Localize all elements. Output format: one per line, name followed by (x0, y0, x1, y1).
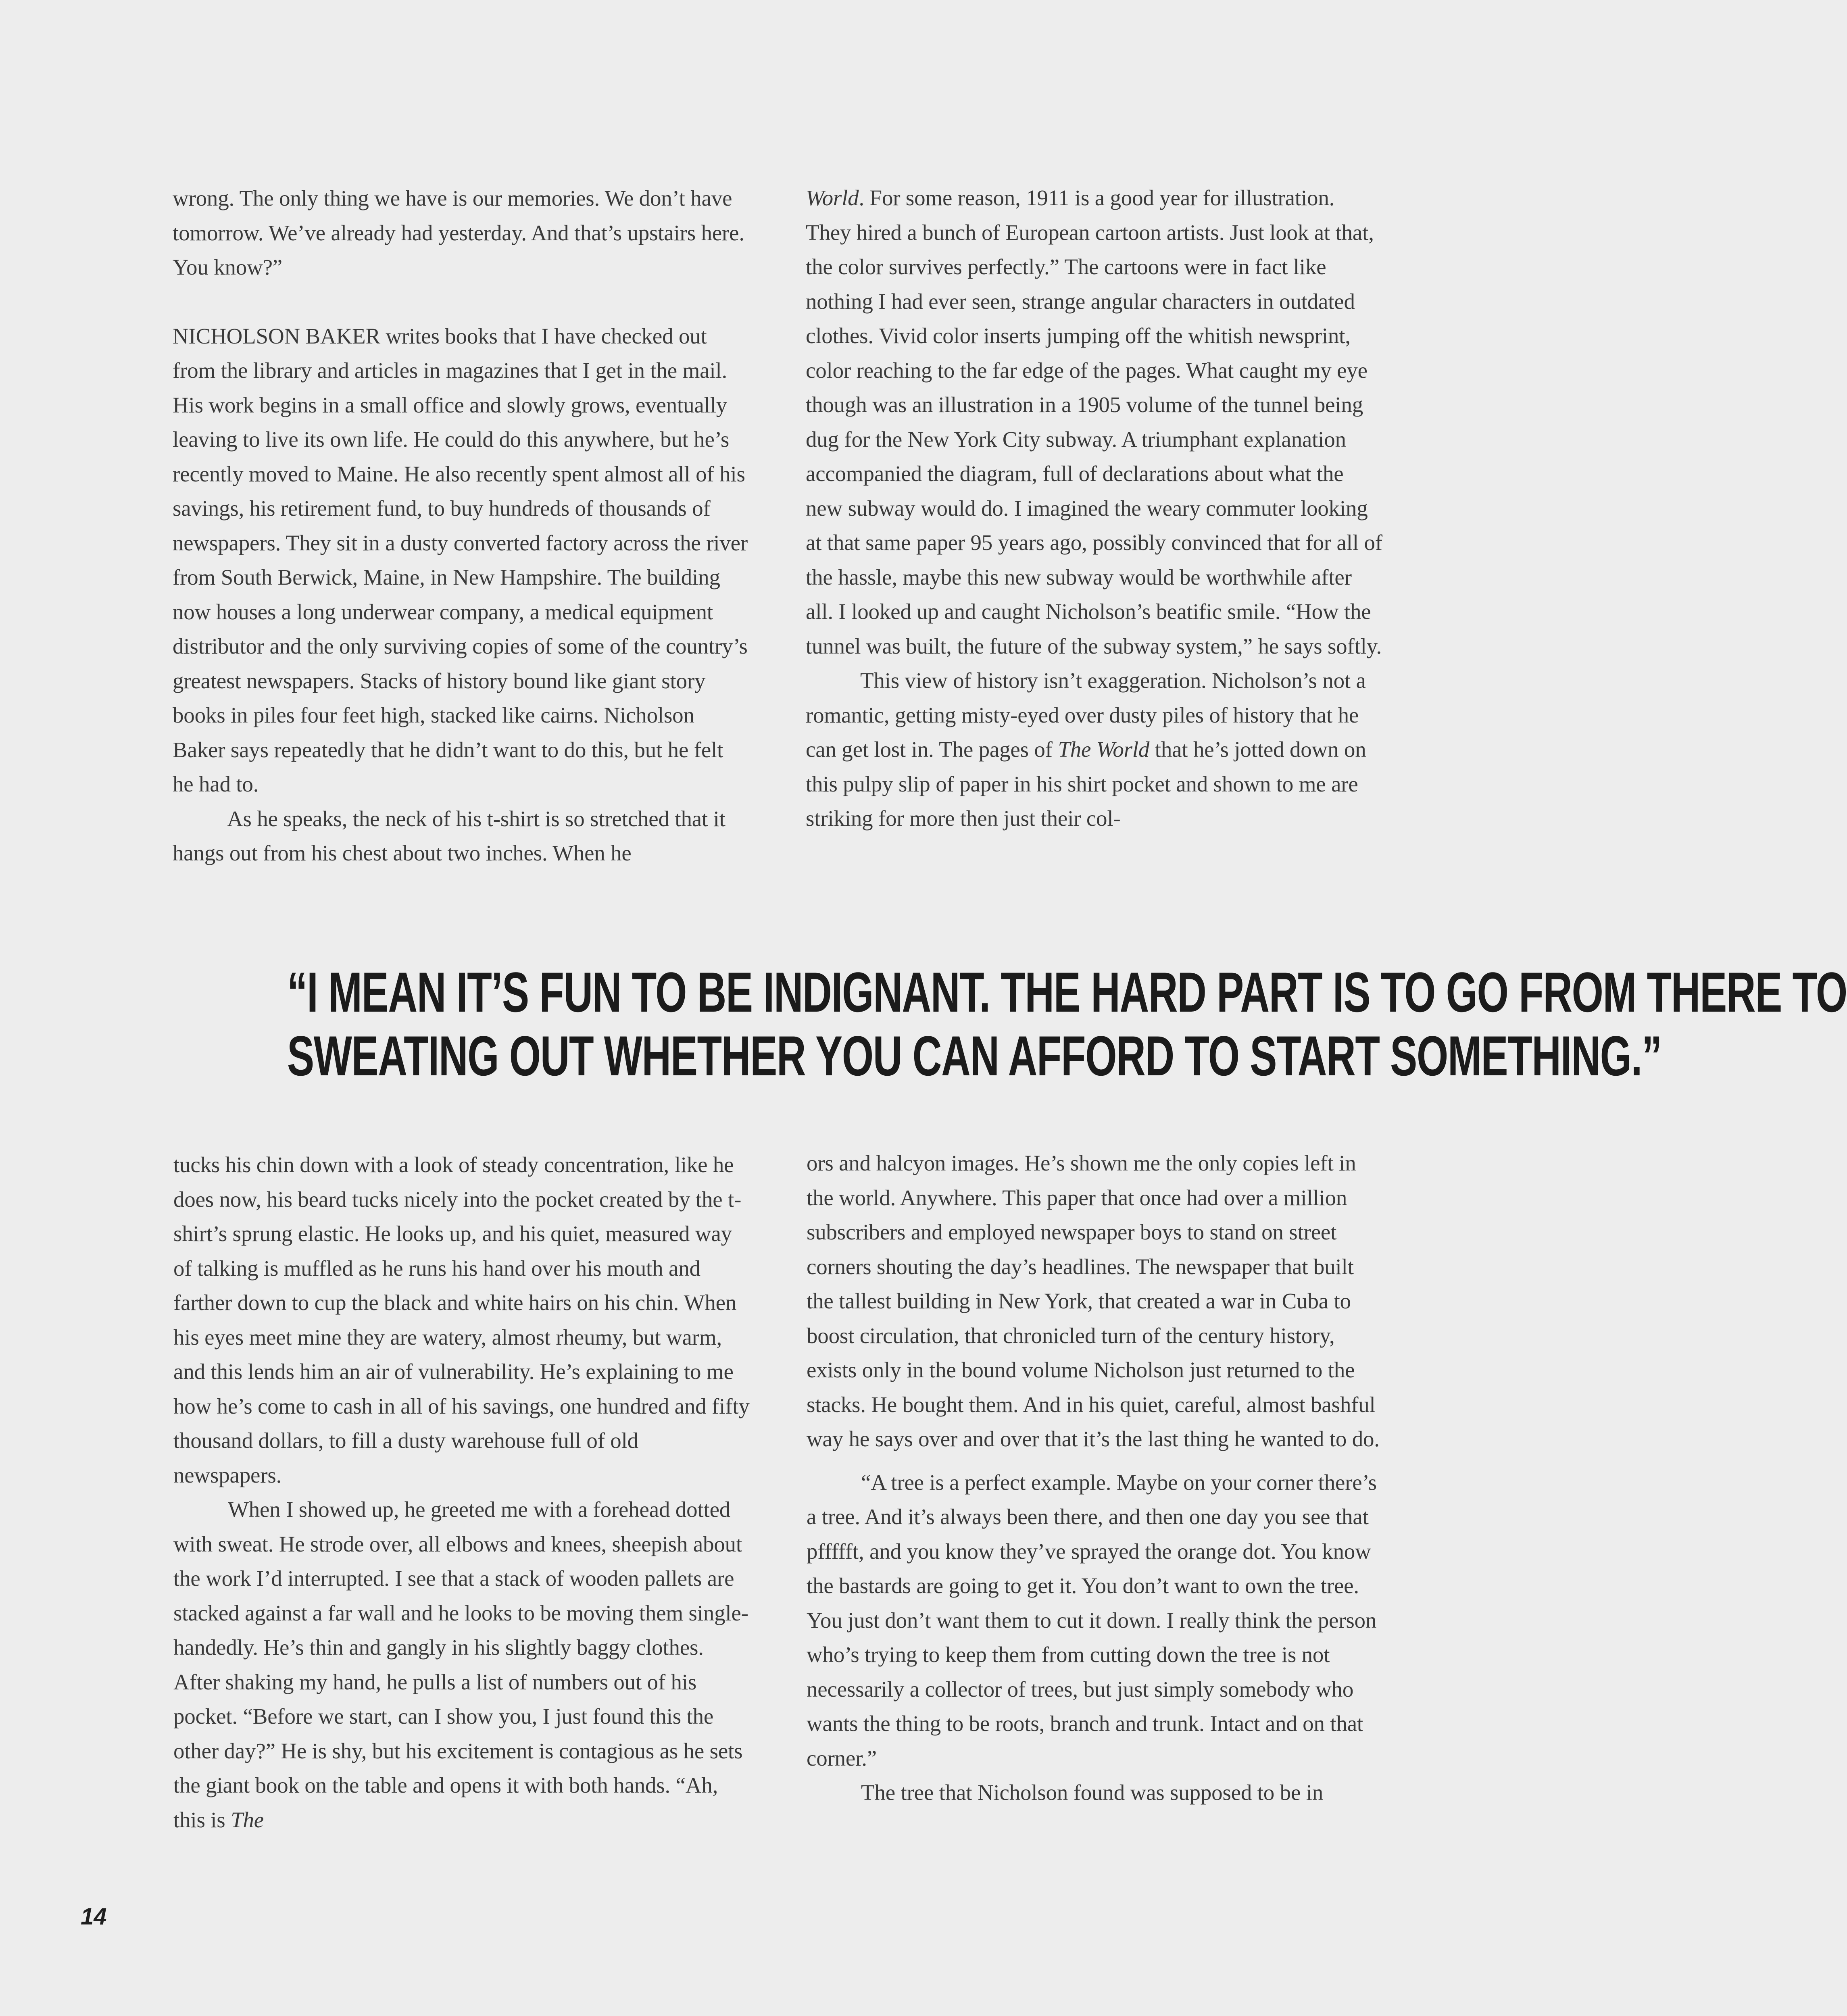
pull-quote-line: SWEATING OUT WHETHER YOU CAN AFFORD TO START SOMETHING.” (287, 1024, 1662, 1087)
paragraph: The tree that Nicholson found was supposed to be in (861, 1780, 1324, 1805)
paragraph: tucks his chin down with a look of steady concentration, like he does now, his beard tucks nicely into the pocket created by the t-shirt’s sprung elastic. He looks up, and his quiet, measured way of talking is muffled as he runs his hand over his mouth and farther down to cup the black and white hairs on his chin. When his eyes meet mine they are watery, almost rheumy, but warm, and this lends him an air of vulnerability. He’s explaining to me how he’s come to cash in all of his savings, one hundred and fifty thousand dollars, to fill a dusty warehouse full of old newspapers. (173, 1152, 750, 1487)
paragraph: wrong. The only thing we have is our memories. We don’t have tomorrow. We’ve already had yesterday. And that’s upstairs here. You know?” (173, 186, 744, 279)
paragraph-text: . For some reason, 1911 is a good year for illustration. They hired a bunch of European cartoon artists. Just look at that, the color survives perfectly.” The cartoons were in fact like nothing I had ever seen, strange angular characters in outdated clothes. Vivid color inserts jumping off the whitish newsprint, color reaching to the far edge of the pages. What caught my eye though was an illustration in a 1905 volume of the tunnel being dug for the New York City subway. A triumphant explanation accompanied the diagram, full of declarations about what the new subway would do. I imagined the weary commuter looking at that same paper 95 years ago, possibly convinced that for all of the hassle, maybe this new subway would be worthwhile after all. I looked up and caught Nicholson’s beatific smile. “How the tunnel was built, the future of the subway system,” he says softly. (806, 185, 1382, 658)
paragraph-text: that he’s jotted down on this pulpy slip of paper in his shirt pocket and shown to me are striking for more then just their col- (806, 737, 1366, 831)
top-left-column (173, 181, 749, 871)
italic-title: The (231, 1807, 264, 1832)
paragraph (806, 663, 1382, 836)
bottom-right-column (807, 1146, 1383, 1810)
bottom-left-column (173, 1148, 750, 1837)
italic-title: The World (1058, 737, 1150, 762)
paragraph (173, 1492, 750, 1837)
page-number: 14 (81, 1904, 107, 1930)
paragraph-text: When I showed up, he greeted me with a forehead dotted with sweat. He strode over, all elbows and knees, sheepish about the work I’d interrupted. I see that a stack of wooden pallets are stacked against a far wall and he looks to be moving them single-handedly. He’s thin and gangly in his slightly baggy clothes. After shaking my hand, he pulls a list of numbers out of his pocket. “Before we start, can I show you, I just found this the other day?” He is shy, but his excitement is contagious as he sets the giant book on the table and opens it with both hands. “Ah, this is (173, 1497, 748, 1832)
paragraph-text: This view of history isn’t exaggeration. Nicholson’s not a romantic, getting misty-eyed over dusty piles of history that he can get lost in. The pages of (806, 668, 1366, 762)
pull-quote (287, 960, 1847, 1088)
pull-quote-line: “I MEAN IT’S FUN TO BE INDIGNANT. THE HARD PART IS TO GO FROM THERE TO (287, 960, 1847, 1024)
paragraph: “A tree is a perfect example. Maybe on your corner there’s a tree. And it’s always been there, and then one day you see that pffffft, and you know they’ve sprayed the orange dot. You know the bastards are going to get it. You don’t want to own the tree. You just don’t want them to cut it down. I really think the person who’s trying to keep them from cutting down the tree is not necessarily a collector of trees, but just simply somebody who wants the thing to be roots, branch and trunk. Intact and on that corner.” (807, 1470, 1377, 1770)
paragraph: ors and halcyon images. He’s shown me the only copies left in the world. Anywhere. This paper that once had over a million subscribers and employed newspaper boys to stand on street corners shouting the day’s headlines. The newspaper that built the tallest building in New York, that created a war in Cuba to boost circulation, that chronicled turn of the century history, exists only in the bound volume Nicholson just returned to the stacks. He bought them. And in his quiet, careful, almost bashful way he says over and over that it’s the last thing he wanted to do. (807, 1151, 1380, 1451)
paragraph: NICHOLSON BAKER writes books that I have checked out from the library and articles in magazines that I get in the mail. His work begins in a small office and slowly grows, eventually leaving to live its own life. He could do this anywhere, but he’s recently moved to Maine. He also recently spent almost all of his savings, his retirement fund, to buy hundreds of thousands of newspapers. They sit in a dusty converted factory across the river from South Berwick, Maine, in New Hampshire. The building now houses a long underwear company, a medical equipment distributor and the only surviving copies of some of the country’s greatest newspapers. Stacks of history bound like giant story books in piles four feet high, stacked like cairns. Nicholson Baker says repeatedly that he didn’t want to do this, but he felt he had to. (173, 323, 748, 796)
italic-title: World (806, 185, 859, 210)
paragraph (806, 181, 1382, 663)
top-right-column (806, 181, 1382, 836)
paragraph: As he speaks, the neck of his t-shirt is so stretched that it hangs out from his chest about two inches. When he (173, 806, 725, 865)
